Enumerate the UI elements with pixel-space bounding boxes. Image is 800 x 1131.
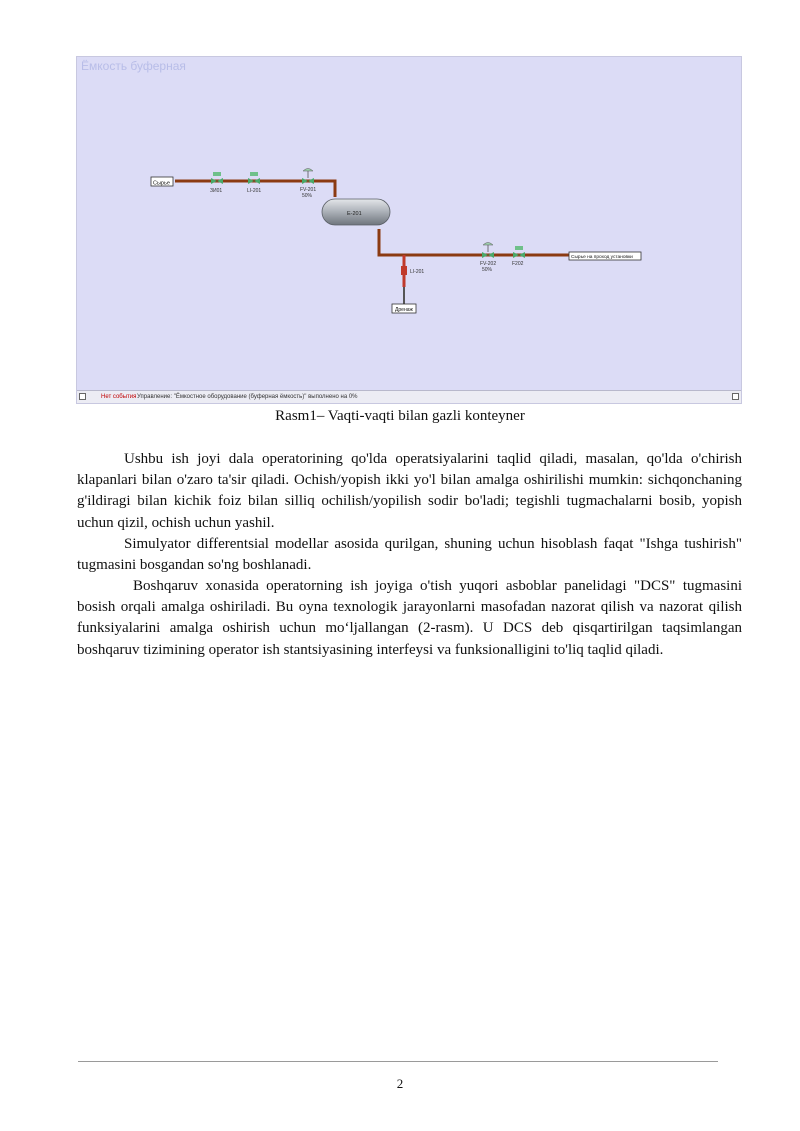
control-valve-2-percent: 50% [482,267,493,273]
status-message: Управление: "Ёмкостное оборудование (буферная ёмкость)" выполнено на 0% [137,394,358,400]
valve-2-label: LI-201 [247,188,262,194]
status-bar-toggle-left[interactable] [79,393,86,400]
status-event-text: Нет события [101,394,137,400]
drain-label: Дренаж [395,307,413,313]
output-label: Сырье на проход установки [571,255,633,260]
valve-1-label: ЗИ01 [210,188,223,194]
figure-caption: Rasm1– Vaqti-vaqti bilan gazli konteyner [275,408,525,424]
valve-5-label: F202 [512,261,524,267]
paragraph-1: Ushbu ish joyi dala operatorining qo'lda operatsiyalarini taqlid qiladi, masalan, qo'lda o'chirish klapanlari bilan o'zaro ta'sir qiladi. Ochish/yopish ikki yo'l bilan amalga oshirilishi mumkin: sichqonchaning g'ildiragi bilan kichik foiz bilan silliq ochilish/yopilish sodir bo'ladi; tegishli tugmachalarni bosib, yopish uchun qizil, ochish uchun yashil. [77,451,742,531]
input-label: Сырье [153,180,170,187]
footer-divider [78,1061,718,1062]
control-valve-1-label: FV-201 [300,187,317,193]
drain-valve-icon[interactable] [401,266,407,275]
process-diagram-figure [76,56,742,404]
control-valve-2-label: FV-202 [480,261,497,267]
tank-label: Е-201 [347,211,362,217]
paragraph-3: Boshqaruv xonasida operatorning ish joyiga o'tish yuqori asboblar panelidagi "DCS" tugmasini bosish orqali amalga oshiriladi. Bu oyna texnologik jarayonlarni masofadan nazorat qilish va nazorat qilish funksiyalarini amalga oshirish uchun moʻljallangan (2-rasm). U DCS deb qisqartirilgan taqsimlangan boshqaruv tizimining operator ish stantsiyasining interfeysi va funksionalligini to'liq taqlid qiladi. [77,578,742,658]
page-number: 2 [396,1076,404,1091]
status-bar [77,390,741,403]
control-valve-1-percent: 50% [302,193,313,199]
paragraph-2: Simulyator differentsial modellar asosida qurilgan, shuning uchun hisoblash faqat "Ishga tushirish" tugmasini bosgandan so'ng boshlanadi. [77,536,742,574]
outlet-pipe [379,229,569,255]
drain-valve-label: LI-201 [410,269,425,275]
figure-title: Ёмкость буферная [81,59,186,73]
status-bar-toggle-right[interactable] [732,393,739,400]
process-diagram-canvas [77,57,743,391]
